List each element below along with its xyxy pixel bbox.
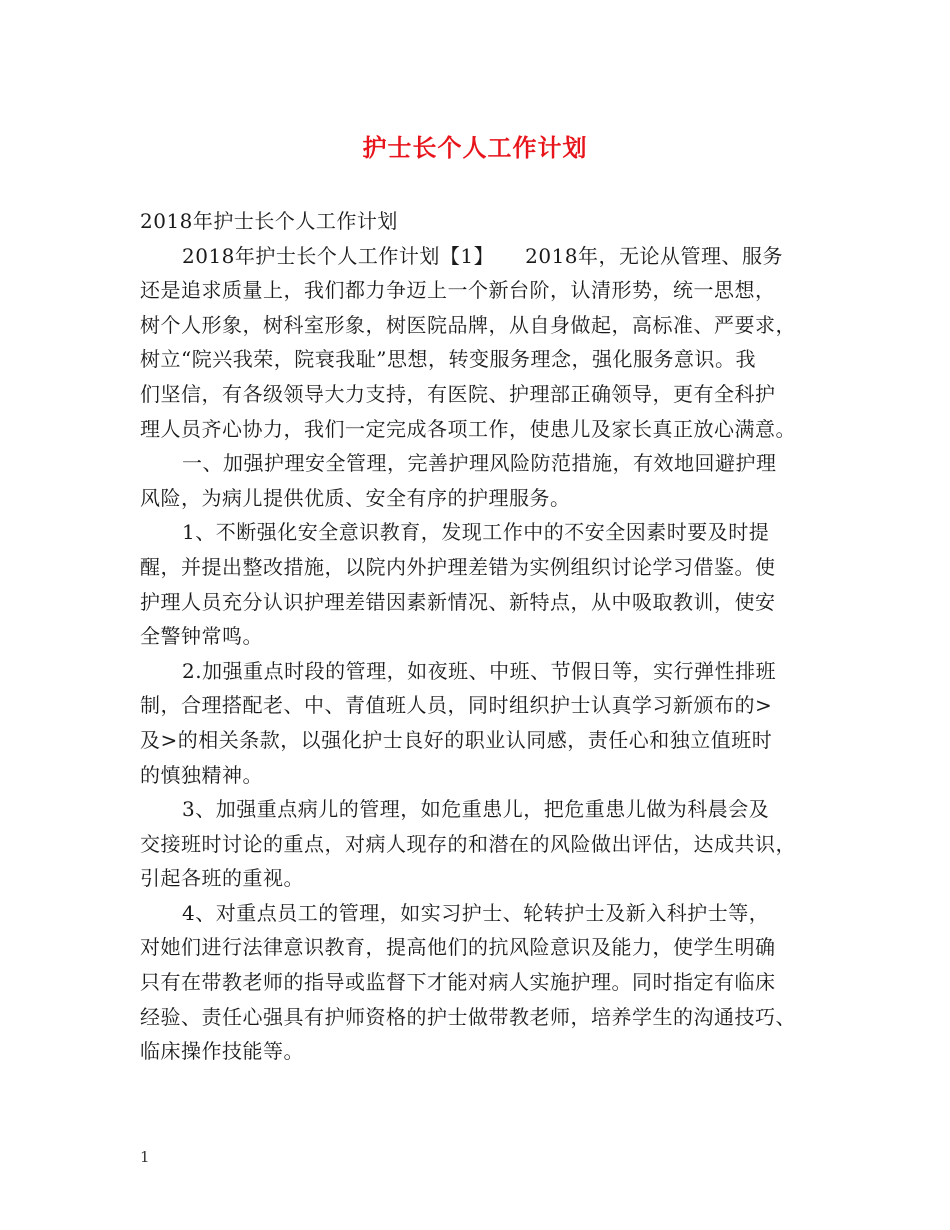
text-line: 2.加强重点时段的管理，如夜班、中班、节假日等，实行弹性排班 (182, 658, 777, 683)
text-line: 全警钟常鸣。 (140, 624, 263, 649)
text-line: 制，合理搭配老、中、青值班人员，同时组织护士认真学习新颁布的> (140, 693, 773, 718)
text-line: 风险，为病儿提供优质、安全有序的护理服务。 (140, 485, 571, 510)
text-line: 3、加强重点病儿的管理，如危重患儿，把危重患儿做为科晨会及 (182, 797, 770, 822)
text-line: 树立“院兴我荣，院衰我耻”思想，转变服务理念，强化服务意识。我 (140, 347, 756, 372)
text-line: 经验、责任心强具有护师资格的护士做带教老师，培养学生的沟通技巧、 (140, 1004, 796, 1029)
text-line: 理人员齐心协力，我们一定完成各项工作，使患儿及家长真正放心满意。 (140, 416, 796, 441)
text-line: 树个人形象，树科室形象，树医院品牌，从自身做起，高标准、严要求， (140, 312, 796, 337)
text-line: 及>的相关条款，以强化护士良好的职业认同感，责任心和独立值班时 (140, 727, 773, 752)
text-line: 4、对重点员工的管理，如实习护士、轮转护士及新入科护士等， (182, 900, 770, 925)
text-line: 还是追求质量上，我们都力争迈上一个新台阶，认清形势，统一思想， (140, 278, 776, 303)
page-number: 1 (140, 1148, 150, 1166)
document-title: 护士长个人工作计划 (362, 134, 588, 162)
text-line: 临床操作技能等。 (140, 1039, 304, 1064)
text-line: 1、不断强化安全意识教育，发现工作中的不安全因素时要及时提 (182, 520, 770, 545)
text-line: 醒，并提出整改措施，以院内外护理差错为实例组织讨论学习借鉴。使 (140, 554, 776, 579)
text-line: 只有在带教老师的指导或监督下才能对病人实施护理。同时指定有临床 (140, 970, 776, 995)
text-line: 引起各班的重视。 (140, 866, 304, 891)
text-line: 交接班时讨论的重点，对病人现存的和潜在的风险做出评估，达成共识， (140, 831, 796, 856)
text-line: 一、加强护理安全管理，完善护理风险防范措施，有效地回避护理 (182, 451, 777, 476)
text-line: 们坚信，有各级领导大力支持，有医院、护理部正确领导，更有全科护 (140, 381, 776, 406)
text-line: 护理人员充分认识护理差错因素新情况、新特点，从中吸取教训，使安 (140, 589, 776, 614)
document-body (140, 204, 820, 1069)
text-line: 2018年护士长个人工作计划 (140, 209, 398, 233)
text-line: 2018年护士长个人工作计划【1】 2018年，无论从管理、服务 (182, 243, 784, 268)
text-line: 的慎独精神。 (140, 762, 263, 787)
text-line: 对她们进行法律意识教育，提高他们的抗风险意识及能力，使学生明确 (140, 935, 776, 960)
